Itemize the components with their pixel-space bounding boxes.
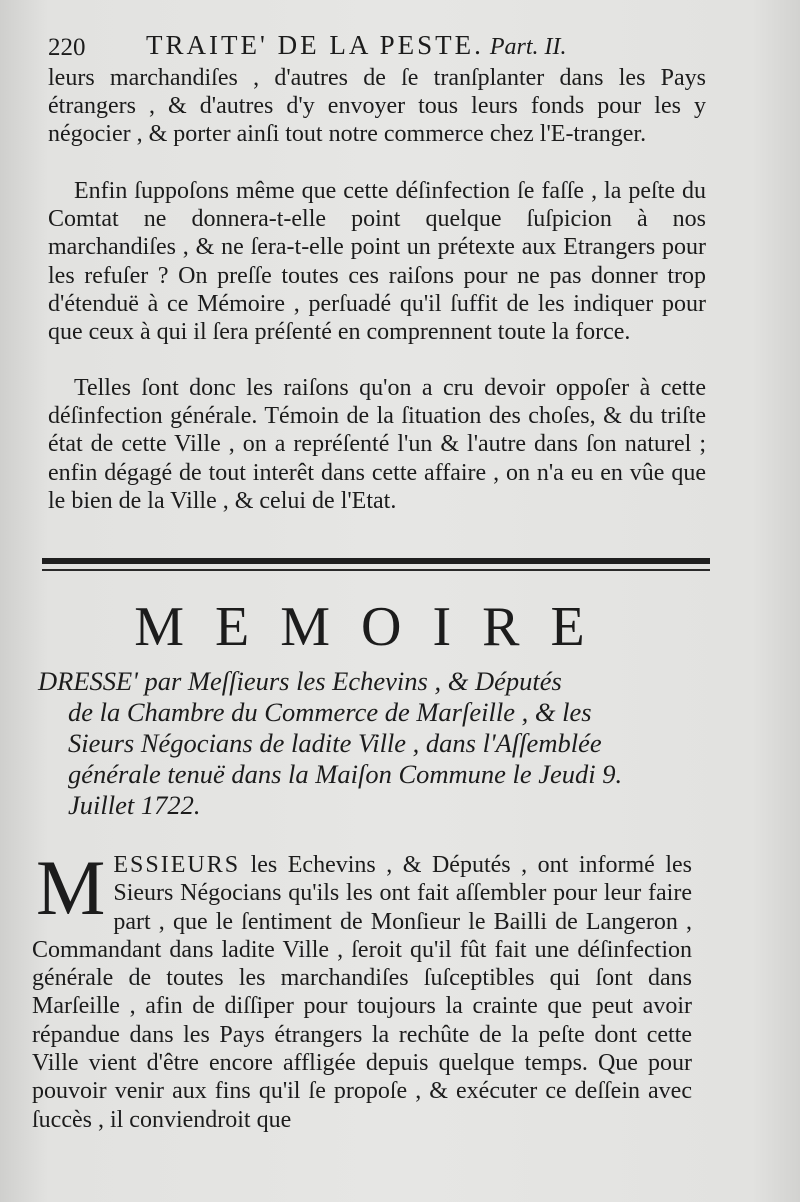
page-number: 220 [48, 34, 86, 61]
section-divider-thick [42, 558, 710, 564]
section-title: MEMOIRE [134, 596, 616, 658]
running-title: TRAITE' DE LA PESTE. [146, 30, 484, 60]
section-subtitle [38, 666, 708, 821]
subtitle-line-1: DRESSE' par Meſſieurs les Echevins , & Députés [38, 666, 562, 696]
drop-cap: M [36, 844, 106, 931]
running-title-group [146, 30, 567, 61]
subtitle-line-2: de la Chambre du Commerce de Marſeille , & les [68, 697, 592, 727]
opening-words: ESSIEURS [113, 852, 241, 878]
subtitle-line-3: Sieurs Négocians de ladite Ville , dans l'Aſſemblée [68, 728, 602, 758]
paragraph-3 [48, 374, 706, 515]
subtitle-line-5: Juillet 1722. [68, 790, 201, 820]
paragraph-continued [48, 64, 706, 149]
paragraph-1-text: leurs marchandiſes , d'autres de ſe tranſplanter dans les Pays étrangers , & d'autres d'y envoyer tous leurs fonds pour les y négocier , & porter ainſi tout notre commerce chez l'E-tranger. [48, 65, 706, 148]
memoire-body [32, 844, 693, 1134]
paragraph-3-text: Telles ſont donc les raiſons qu'on a cru devoir oppoſer à cette déſinfection générale. Témoin de la ſituation des choſes, & du triſte état de cette Ville , on a repréſenté l'un & l'autre dans ſon naturel ; enfin dégagé de tout interêt dans cette affaire , on n'a eu en vûe que le bien de la Ville , & celui de l'Etat. [48, 375, 706, 514]
memoire-body-text [32, 844, 693, 1134]
section-divider-thin [42, 569, 710, 571]
paragraph-2-text: Enfin ſuppoſons même que cette déſinfection ſe faſſe , la peſte du Comtat ne donnera-t-elle point quelque ſuſpicion à nos marchandiſes , & ne ſera-t-elle point un prétexte aux Etrangers pour les refuſer ? On preſſe toutes ces raiſons pour ne pas donner trop d'étenduë à ce Mémoire , perſuadé qu'il ſuffit de les indiquer pour que ceux à qui il ſera préſenté en comprennent toute la force. [48, 178, 706, 346]
part-label: Part. II. [489, 34, 567, 60]
body-text: les Echevins , & Députés , ont informé les Sieurs Négocians qu'ils les ont fait aſſembler pour leur faire part , que le ſentiment de Monſieur le Bailli de Langeron , Commandant dans ladite Ville , ſeroit qu'il fût fait une déſinfection générale de toutes les marchandiſes ſuſceptibles qui ſont dans Marſeille , afin de diſſiper pour toujours la crainte que peut avoir répandue dans les Pays étrangers la rechûte de la peſte dont cette Ville vient d'être encore affligée depuis quelque temps. Que pour pouvoir venir aux fins qu'il ſe propoſe , & exécuter ce deſſein avec ſuccès , il conviendroit que [32, 852, 693, 1133]
subtitle-line-4: générale tenuë dans la Maiſon Commune le Jeudi 9. [68, 759, 623, 789]
paragraph-2 [48, 177, 706, 346]
running-header [48, 30, 748, 64]
